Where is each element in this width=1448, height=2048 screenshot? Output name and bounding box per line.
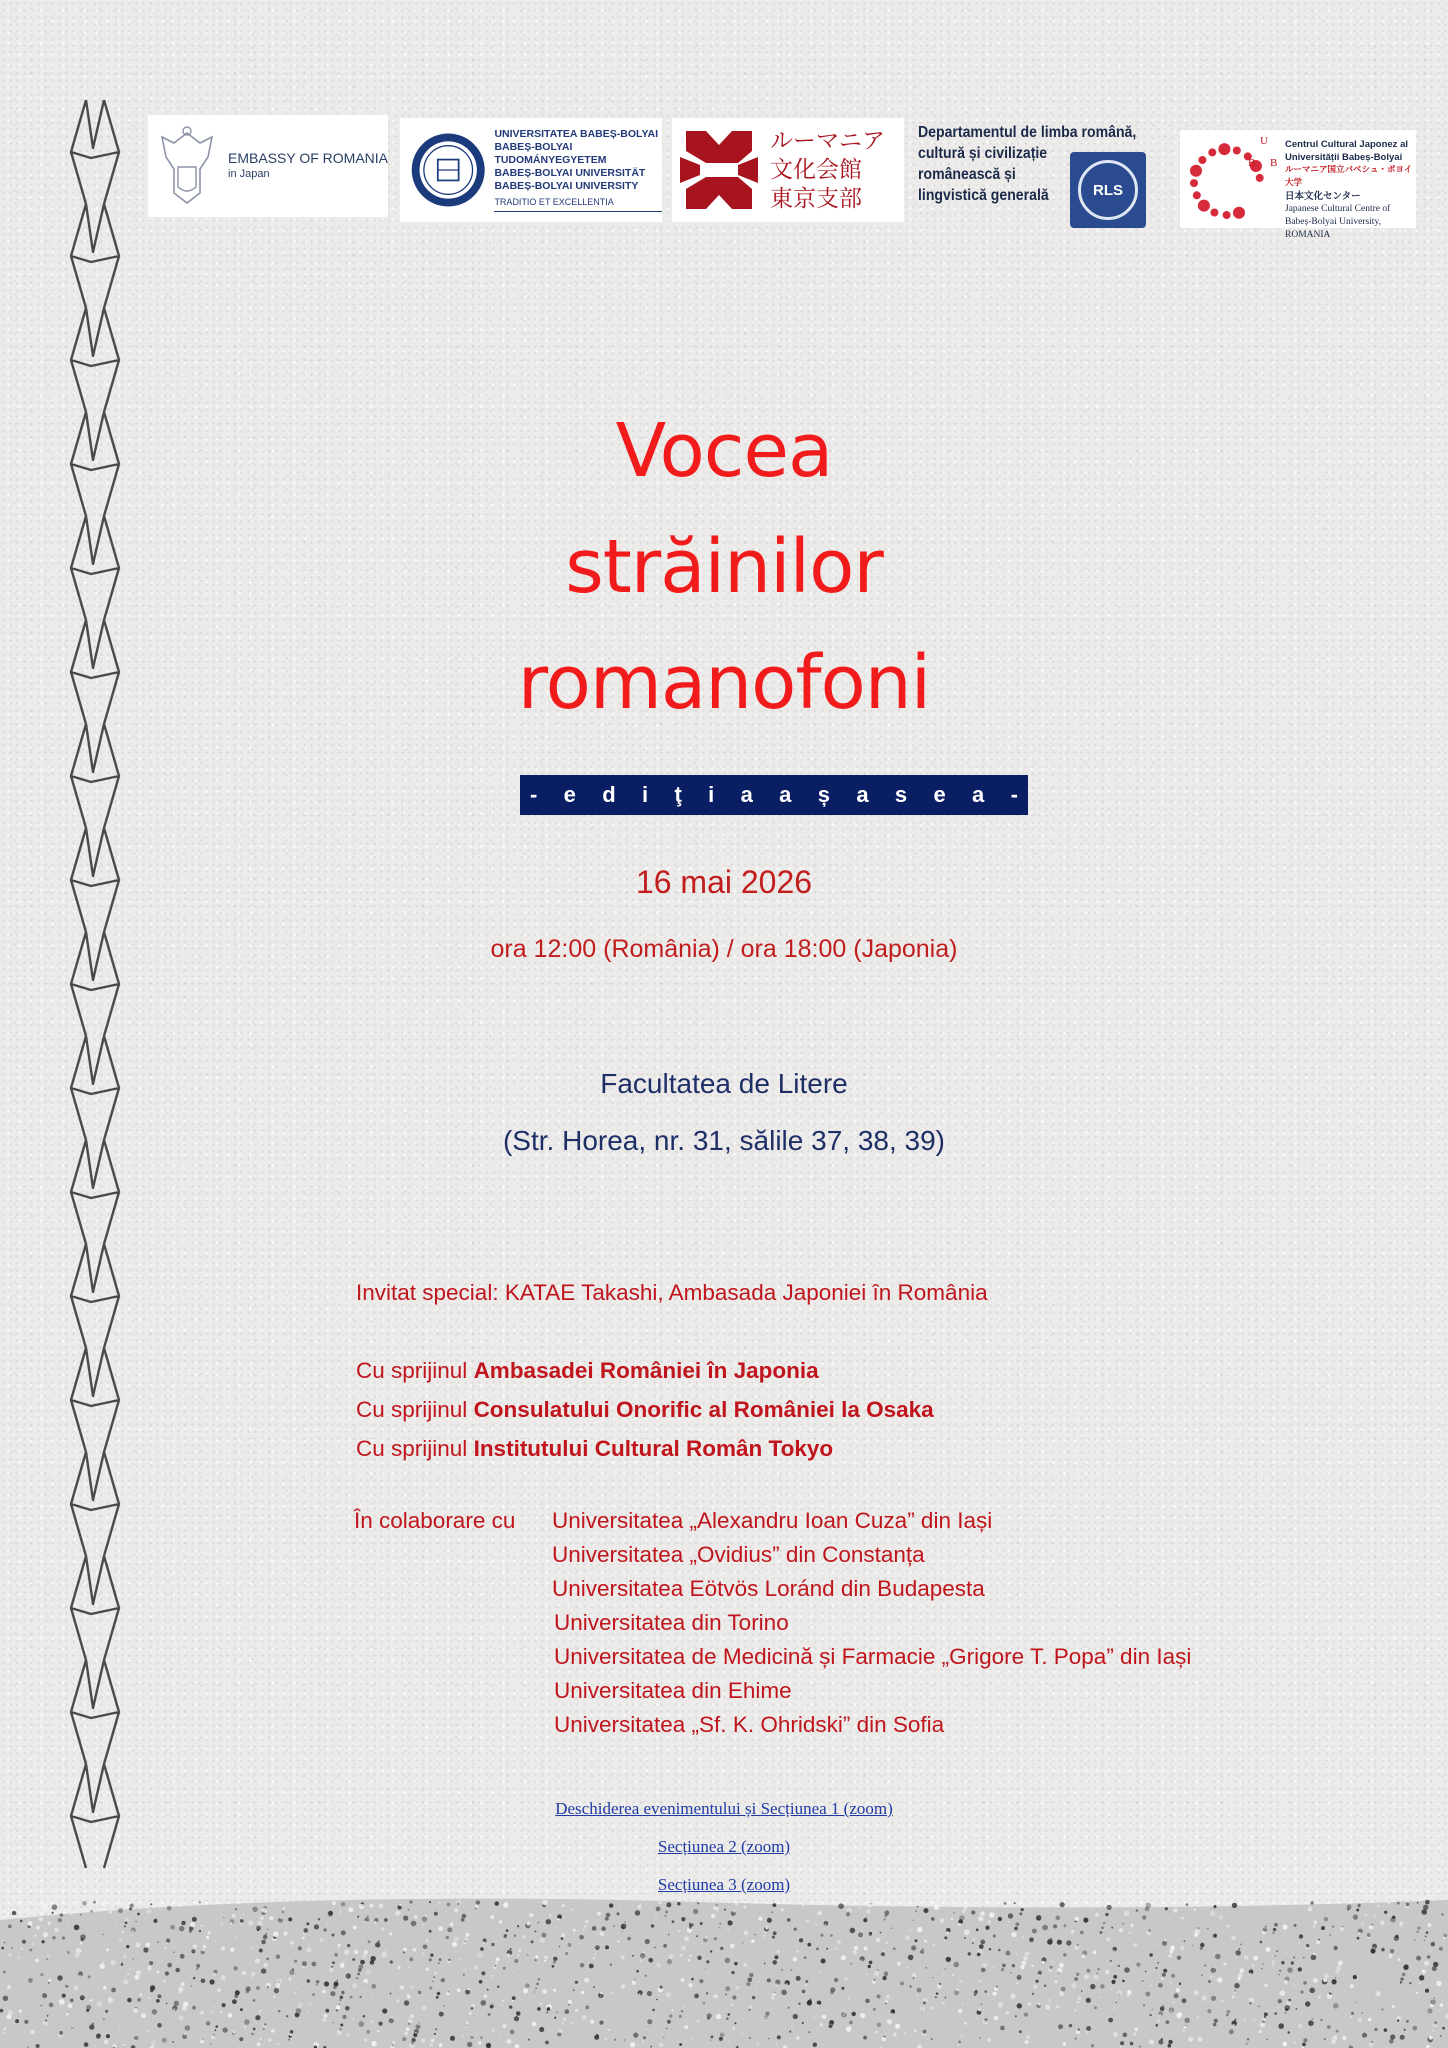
dept-line-3: românească și — [918, 166, 1016, 183]
endless-column-illustration — [40, 90, 150, 1920]
university-item: Universitatea de Medicină și Farmacie „Grigore T. Popa” din Iași — [554, 1644, 1192, 1669]
support-prefix: Cu sprijinul — [356, 1397, 468, 1422]
coat-of-arms-icon — [152, 123, 222, 209]
cccj-line-3: ルーマニア国立バベシュ・ボヨイ大学 — [1285, 165, 1413, 188]
support-line-3 — [356, 1436, 833, 1462]
support-prefix: Cu sprijinul — [356, 1436, 468, 1461]
ubb-name-3: BABEȘ-BOLYAI UNIVERSITÄT — [494, 167, 646, 179]
collaboration-label: În colaborare cu — [354, 1508, 516, 1533]
icr-line-2: 文化会館 — [770, 156, 862, 183]
dept-line-2: cultură și civilizație — [918, 145, 1048, 162]
edition-char: d — [602, 782, 616, 807]
university-item: Universitatea din Torino — [554, 1610, 789, 1635]
event-title — [0, 393, 1448, 741]
cccj-line-4: 日本文化センター — [1285, 191, 1361, 202]
edition-char: - — [530, 782, 538, 807]
zoom-link-section-2[interactable]: Secțiunea 2 (zoom) — [657, 1837, 791, 1856]
icr-line-1: ルーマニア — [770, 127, 885, 154]
university-item: Universitatea „Ovidius” din Constanța — [552, 1542, 925, 1567]
embassy-sub: in Japan — [228, 168, 270, 180]
japanese-cultural-centre-logo — [1180, 130, 1416, 240]
event-date: 16 mai 2026 — [635, 864, 813, 900]
special-guest: Invitat special: KATAE Takashi, Ambasada Japoniei în România — [356, 1280, 988, 1305]
title-line-2: străinilor — [565, 524, 883, 610]
ground-texture — [0, 1880, 1448, 2048]
icr-cross-icon — [676, 127, 762, 213]
support-prefix: Cu sprijinul — [356, 1358, 468, 1383]
ubb-motto: TRADITIO ET EXCELLENTIA — [494, 197, 614, 207]
support-org: Institutului Cultural Român Tokyo — [473, 1436, 834, 1461]
edition-char: - — [1010, 782, 1018, 807]
cccj-line-1: Centrul Cultural Japonez al — [1285, 139, 1408, 150]
edition-char: a — [972, 782, 985, 807]
cccj-line-6: Babeș-Bolyai University, ROMANIA — [1285, 217, 1381, 240]
support-line-2 — [356, 1397, 934, 1423]
cccj-line-5: Japanese Cultural Centre of — [1285, 204, 1391, 214]
support-org: Ambasadei României în Japonia — [473, 1358, 819, 1383]
university-item: Universitatea „Sf. K. Ohridski” din Sofia — [554, 1712, 945, 1737]
title-line-1: Vocea — [615, 408, 833, 494]
romanian-cultural-institute-tokyo-logo — [672, 118, 904, 222]
dept-line-4: lingvistică generală — [918, 187, 1049, 204]
rls-badge — [1070, 152, 1146, 228]
title-line-3: romanofoni — [517, 640, 931, 726]
sakura-wreath-icon — [1182, 132, 1282, 226]
department-romanian-language-logo — [916, 118, 1176, 230]
ubb-letter-b2: B — [1270, 157, 1278, 169]
edition-char: i — [642, 782, 649, 807]
ubb-seal-icon — [410, 126, 486, 214]
edition-char: a — [740, 782, 753, 807]
edition-char: e — [563, 782, 576, 807]
university-item: Universitatea Eötvös Loránd din Budapesta — [552, 1576, 985, 1601]
edition-char: ș — [817, 782, 830, 807]
embassy-name: EMBASSY OF ROMANIA — [228, 150, 388, 166]
support-line-1 — [356, 1358, 819, 1384]
ubb-name-1: UNIVERSITATEA BABEȘ-BOLYAI — [494, 128, 658, 140]
event-address: (Str. Horea, nr. 31, sălile 37, 38, 39) — [502, 1125, 945, 1156]
dept-line-1: Departamentul de limba română, — [918, 124, 1137, 141]
embassy-of-romania-logo — [148, 115, 388, 217]
zoom-link-section-3[interactable]: Secțiunea 3 (zoom) — [657, 1875, 791, 1894]
babes-bolyai-university-logo — [400, 118, 662, 222]
zoom-link-opening-section-1[interactable]: Deschiderea evenimentului și Secțiunea 1 (zoom) — [555, 1799, 893, 1818]
edition-banner — [520, 775, 1028, 815]
ubb-name-2: BABEȘ-BOLYAI TUDOMÁNYEGYETEM — [494, 141, 607, 166]
edition-char: e — [933, 782, 946, 807]
ubb-name-4: BABEȘ-BOLYAI UNIVERSITY — [494, 180, 639, 192]
edition-char: a — [856, 782, 869, 807]
rls-badge-text: RLS — [1078, 160, 1138, 220]
event-time: ora 12:00 (România) / ora 18:00 (Japonia) — [490, 935, 958, 963]
event-venue: Facultatea de Litere — [600, 1068, 848, 1099]
cccj-line-2: Universității Babeș-Bolyai — [1285, 152, 1403, 163]
university-item: Universitatea „Alexandru Ioan Cuza” din Iași — [552, 1508, 993, 1533]
university-item: Universitatea din Ehime — [554, 1678, 792, 1703]
ubb-letter-b1: B — [1248, 157, 1256, 169]
support-org: Consulatului Onorific al României la Osaka — [473, 1397, 934, 1422]
edition-char: a — [779, 782, 792, 807]
edition-char: ţ — [674, 782, 682, 807]
icr-line-3: 東京支部 — [770, 185, 862, 212]
ubb-letter-u: U — [1260, 135, 1268, 147]
edition-char: i — [708, 782, 715, 807]
edition-char: s — [894, 782, 908, 807]
